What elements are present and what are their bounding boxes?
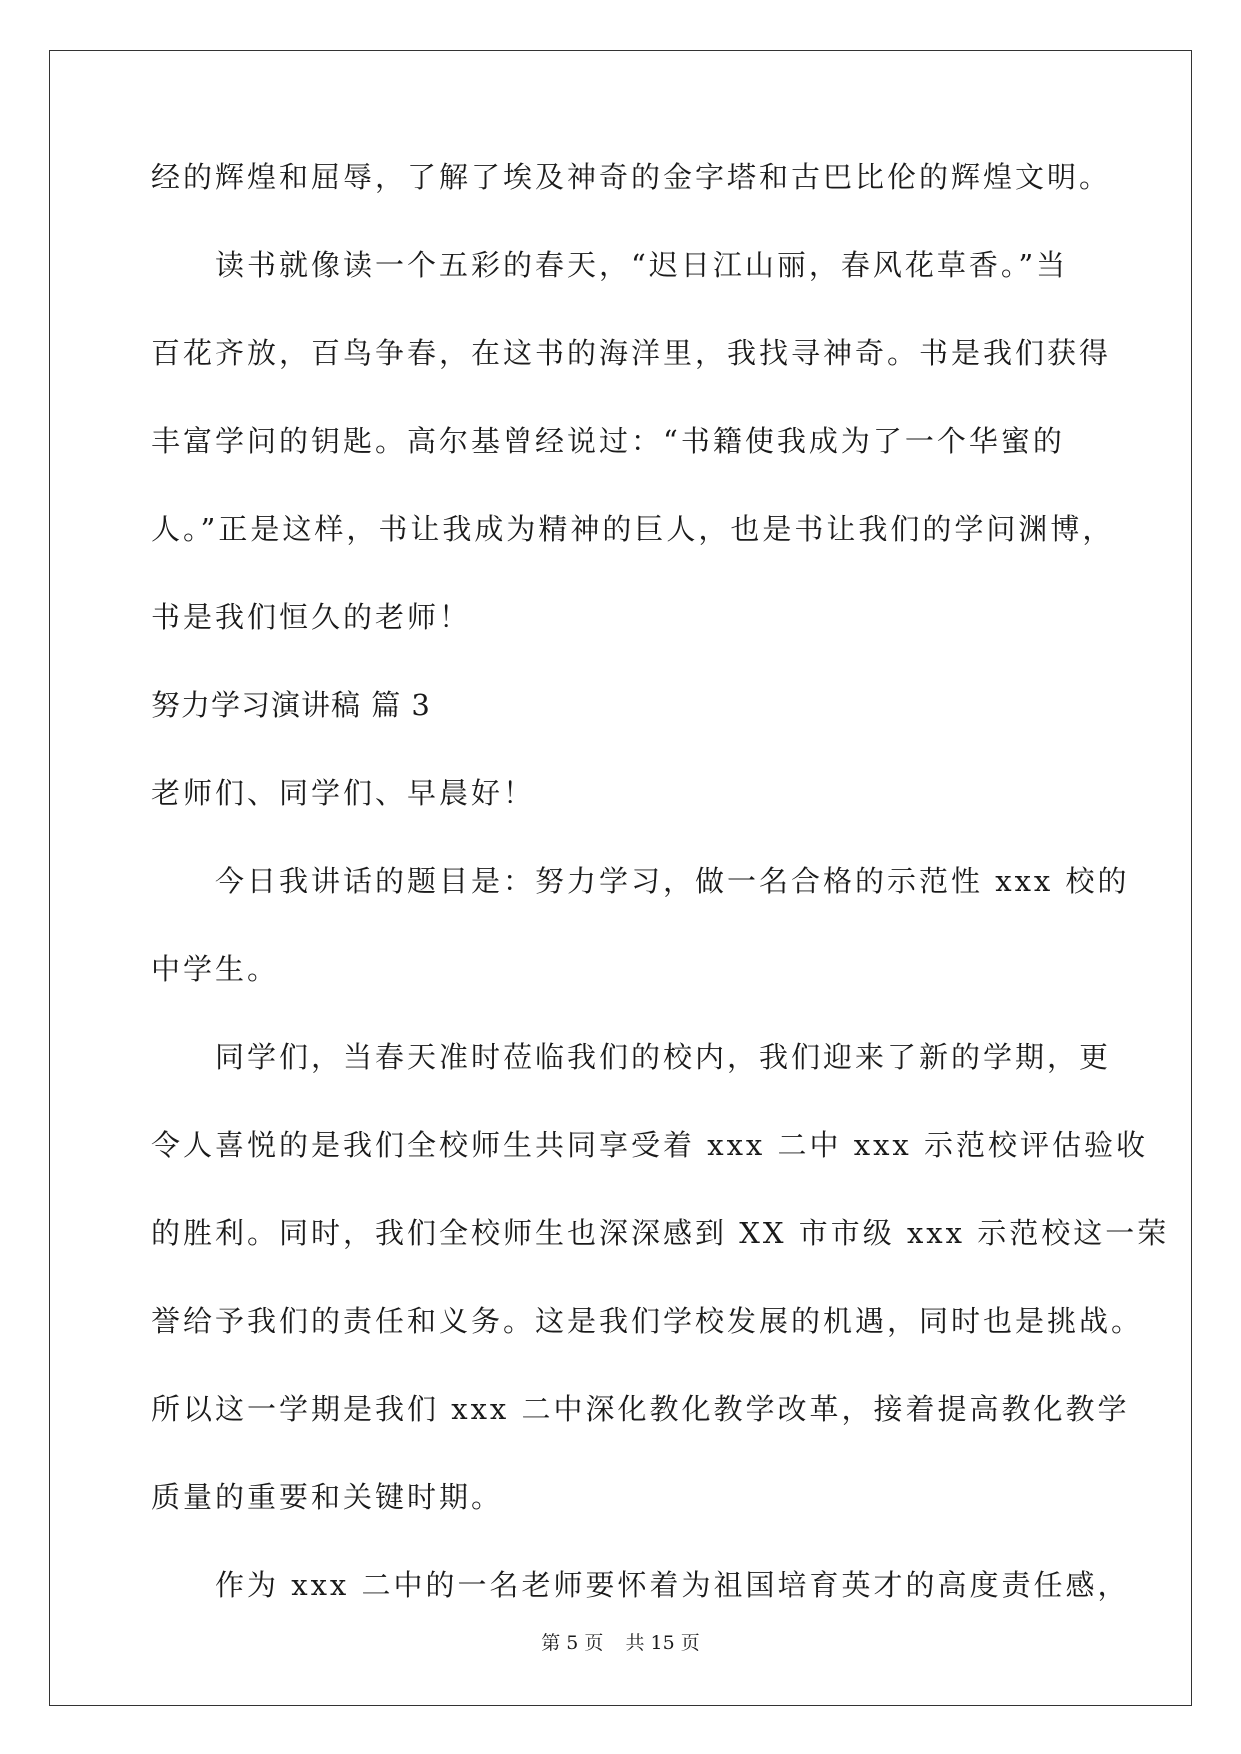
paragraph-line: 丰富学问的钥匙。高尔基曾经说过：“书籍使我成为了一个华蜜的 <box>151 424 1065 458</box>
section-heading: 努力学习演讲稿 篇 3 <box>151 688 431 722</box>
document-body <box>151 160 1170 1656</box>
paragraph-line: 今日我讲话的题目是：努力学习，做一名合格的示范性 xxx 校的 <box>215 864 1130 898</box>
greeting-line: 老师们、同学们、早晨好！ <box>151 776 536 810</box>
paragraph-line: 读书就像读一个五彩的春天，“迟日江山丽，春风花草香。”当 <box>215 248 1069 282</box>
paragraph-line: 质量的重要和关键时期。 <box>151 1480 504 1514</box>
page-footer <box>0 1631 1241 1655</box>
paragraph-line: 誉给予我们的责任和义务。这是我们学校发展的机遇，同时也是挑战。 <box>151 1304 1144 1338</box>
paragraph-line: 人。”正是这样，书让我成为精神的巨人，也是书让我们的学问渊博， <box>151 512 1115 546</box>
paragraph-line: 所以这一学期是我们 xxx 二中深化教化教学改革，接着提高教化教学 <box>151 1392 1130 1426</box>
page-number: 第 5 页 <box>541 1632 604 1654</box>
paragraph-line: 中学生。 <box>151 952 280 986</box>
paragraph-line: 百花齐放，百鸟争春，在这书的海洋里，我找寻神奇。书是我们获得 <box>151 336 1112 370</box>
paragraph-line: 书是我们恒久的老师！ <box>151 600 472 634</box>
page-total: 共 15 页 <box>625 1632 700 1654</box>
paragraph-line: 经的辉煌和屈辱，了解了埃及神奇的金字塔和古巴比伦的辉煌文明。 <box>151 160 1112 194</box>
paragraph-line: 作为 xxx 二中的一名老师要怀着为祖国培育英才的高度责任感， <box>215 1568 1130 1602</box>
paragraph-line: 令人喜悦的是我们全校师生共同享受着 xxx 二中 xxx 示范校评估验收 <box>151 1128 1149 1162</box>
paragraph-line: 同学们，当春天准时莅临我们的校内，我们迎来了新的学期，更 <box>215 1040 1112 1074</box>
paragraph-line: 的胜利。同时，我们全校师生也深深感到 XX 市市级 xxx 示范校这一荣 <box>151 1216 1170 1250</box>
